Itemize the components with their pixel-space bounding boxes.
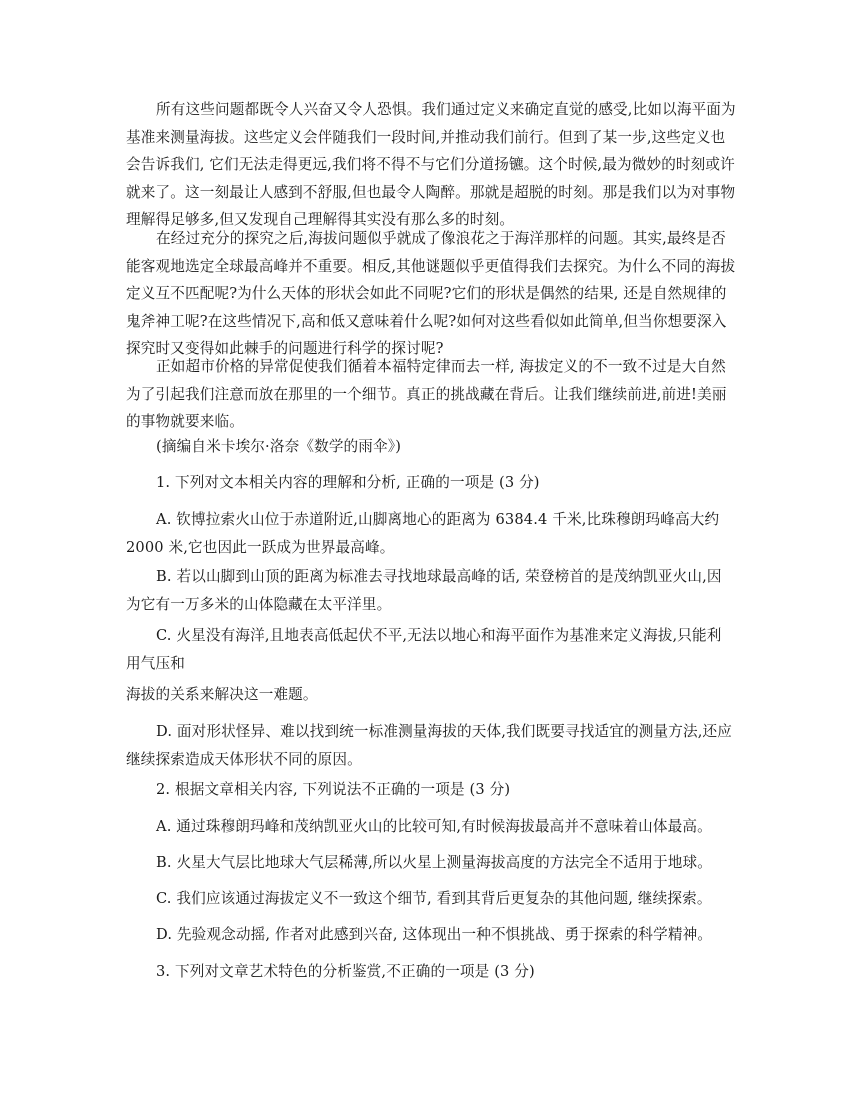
question-2-option-d: D. 先验观念动摇, 作者对此感到兴奋, 这体现出一种不惧挑战、勇于探索的科学精神。 — [156, 926, 713, 943]
question-1-option-c-cont: 海拔的关系来解决这一难题。 — [126, 686, 318, 703]
question-2-stem: 2. 根据文章相关内容, 下列说法不正确的一项是 (3 分) — [156, 781, 511, 798]
question-2-option-c: C. 我们应该通过海拔定义不一致这个细节, 看到其背后更复杂的其他问题, 继续探索。 — [156, 890, 712, 907]
paragraph-2: 在经过充分的探究之后,海拔问题似乎就成了像浪花之于海洋那样的问题。其实,最终是否能客观地选定全球最高峰并不重要。相反,其他谜题似乎更值得我们去探究。为什么不同的海拔定义互不匹配呢?为什么天体的形状会如此不同呢?它们的形状是偶然的结果, 还是自然规律的鬼斧神工呢?在这些情况下,高和低又意味着什么呢?如何对这些看似如此简单,但当你想要深入探究时又变得如此棘手的问题进行科学的探讨呢? — [126, 230, 736, 357]
paragraph-1: 所有这些问题都既令人兴奋又令人恐惧。我们通过定义来确定直觉的感受,比如以海平面为基准来测量海拔。这些定义会伴随我们一段时间,并推动我们前行。但到了某一步,这些定义也会告诉我们, 它们无法走得更远,我们将不得不与它们分道扬镳。这个时候,最为微妙的时刻或许就来了。这一刻最让人感到不舒服,但也最令人陶醉。那就是超脱的时刻。那是我们以为对事物理解得足够多,但又发现自己理解得其实没有那么多的时刻。 — [126, 101, 736, 228]
question-1-option-c: C. 火星没有海洋,且地表高低起伏不平,无法以地心和海平面作为基准来定义海拔,只能利用气压和 — [126, 627, 722, 672]
source-citation: (摘编自米卡埃尔·洛奈《数学的雨伞》) — [156, 438, 402, 455]
paragraph-3: 正如超市价格的异常促使我们循着本福特定律而去一样, 海拔定义的不一致不过是大自然为了引起我们注意而放在那里的一个细节。真正的挑战藏在背后。让我们继续前进,前进!美丽的事物就要来临。 — [126, 358, 727, 430]
question-1-option-b: B. 若以山脚到山顶的距离为标准去寻找地球最高峰的话, 荣登榜首的是茂纳凯亚火山,因为它有一万多米的山体隐藏在太平洋里。 — [126, 568, 722, 613]
question-1-option-a: A. 钦博拉索火山位于赤道附近,山脚离地心的距离为 6384.4 千米,比珠穆朗玛峰高大约 2000 米,它也因此一跃成为世界最高峰。 — [126, 511, 720, 556]
question-2-option-a: A. 通过珠穆朗玛峰和茂纳凯亚火山的比较可知,有时候海拔最高并不意味着山体最高。 — [156, 818, 712, 835]
question-1-stem: 1. 下列对文本相关内容的理解和分析, 正确的一项是 (3 分) — [156, 474, 540, 491]
question-3-stem: 3. 下列对文章艺术特色的分析鉴赏,不正确的一项是 (3 分) — [156, 963, 535, 980]
question-1-option-d: D. 面对形状怪异、难以找到统一标准测量海拔的天体,我们既要寻找适宜的测量方法,还应继续探索造成天体形状不同的原因。 — [126, 723, 733, 768]
question-2-option-b: B. 火星大气层比地球大气层稀薄,所以火星上测量海拔高度的方法完全不适用于地球。 — [156, 854, 713, 871]
